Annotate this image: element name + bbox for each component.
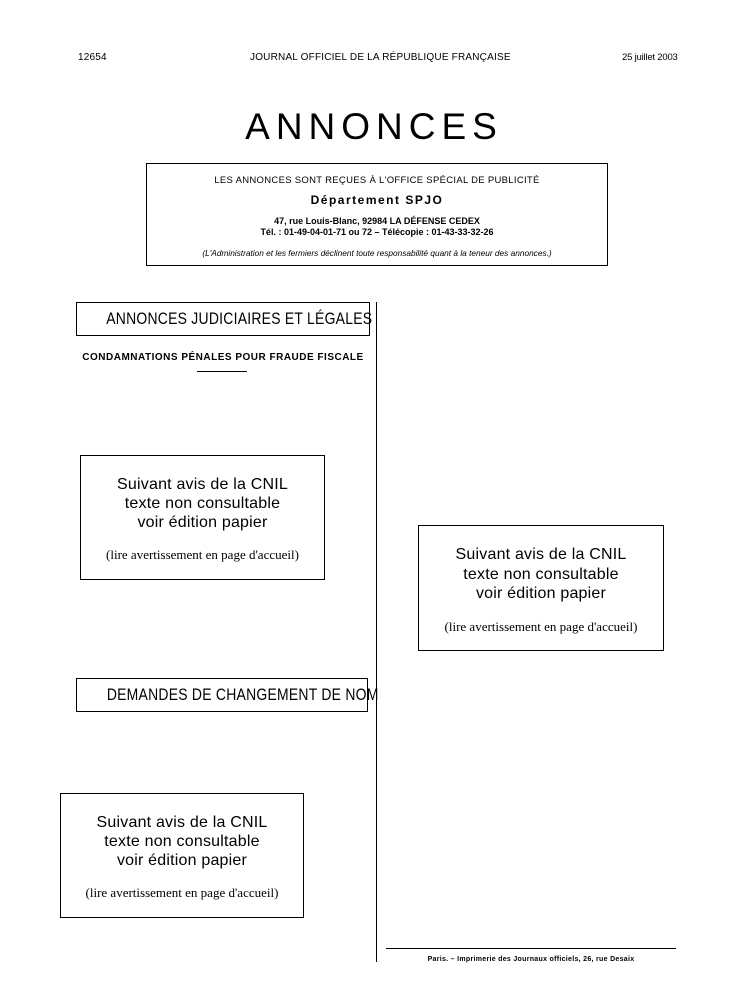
cnil-notice-warning: (lire avertissement en page d'accueil) <box>85 885 279 900</box>
cnil-notice-line: voir édition papier <box>475 585 607 602</box>
column-divider <box>376 302 377 962</box>
section-heading-judiciaires-label: ANNONCES JUDICIAIRES ET LÉGALES <box>106 309 373 328</box>
cnil-notice-box <box>418 525 664 651</box>
footer-rule <box>386 948 676 949</box>
page-title: ANNONCES <box>245 106 503 147</box>
divider <box>197 371 247 372</box>
cnil-notice-line: voir édition papier <box>116 852 248 869</box>
cnil-notice-line: texte non consultable <box>104 833 260 850</box>
info-intro: LES ANNONCES SONT REÇUES À L'OFFICE SPÉCIAL DE PUBLICITÉ <box>214 175 540 186</box>
section-heading-changement-nom <box>76 678 379 712</box>
page-number: 12654 <box>78 52 107 63</box>
journal-title: JOURNAL OFFICIEL DE LA RÉPUBLIQUE FRANÇAISE <box>250 52 511 63</box>
cnil-notice-box <box>60 793 304 918</box>
cnil-notice-line: Suivant avis de la CNIL <box>96 814 268 831</box>
printer-imprint: Paris. – Imprimerie des Journaux officiels, 26, rue Desaix <box>427 956 635 963</box>
cnil-notice-warning: (lire avertissement en page d'accueil) <box>106 547 299 562</box>
cnil-notice-box <box>80 455 325 580</box>
cnil-notice-warning: (lire avertissement en page d'accueil) <box>444 619 638 634</box>
cnil-notice-line: texte non consultable <box>463 566 619 583</box>
subsection-condamnations: CONDAMNATIONS PÉNALES POUR FRAUDE FISCALE <box>82 352 364 363</box>
info-disclaimer: (L'Administration et les fermiers déclinent toute responsabilité quant à la teneur des annonces.) <box>202 248 552 258</box>
cnil-notice-line: voir édition papier <box>137 514 268 531</box>
section-heading-judiciaires <box>76 302 373 336</box>
publication-date: 25 juillet 2003 <box>622 52 678 63</box>
info-department: Département SPJO <box>310 193 444 207</box>
info-phone: Tél. : 01-49-04-01-71 ou 72 – Télécopie : 01-43-33-32-26 <box>260 227 494 237</box>
cnil-notice-line: Suivant avis de la CNIL <box>117 476 288 493</box>
cnil-notice-line: Suivant avis de la CNIL <box>455 546 627 563</box>
section-heading-changement-nom-label: DEMANDES DE CHANGEMENT DE NOM <box>106 685 379 704</box>
info-box <box>146 163 608 266</box>
info-address: 47, rue Louis-Blanc, 92984 LA DÉFENSE CEDEX <box>274 216 480 226</box>
cnil-notice-line: texte non consultable <box>124 495 281 512</box>
